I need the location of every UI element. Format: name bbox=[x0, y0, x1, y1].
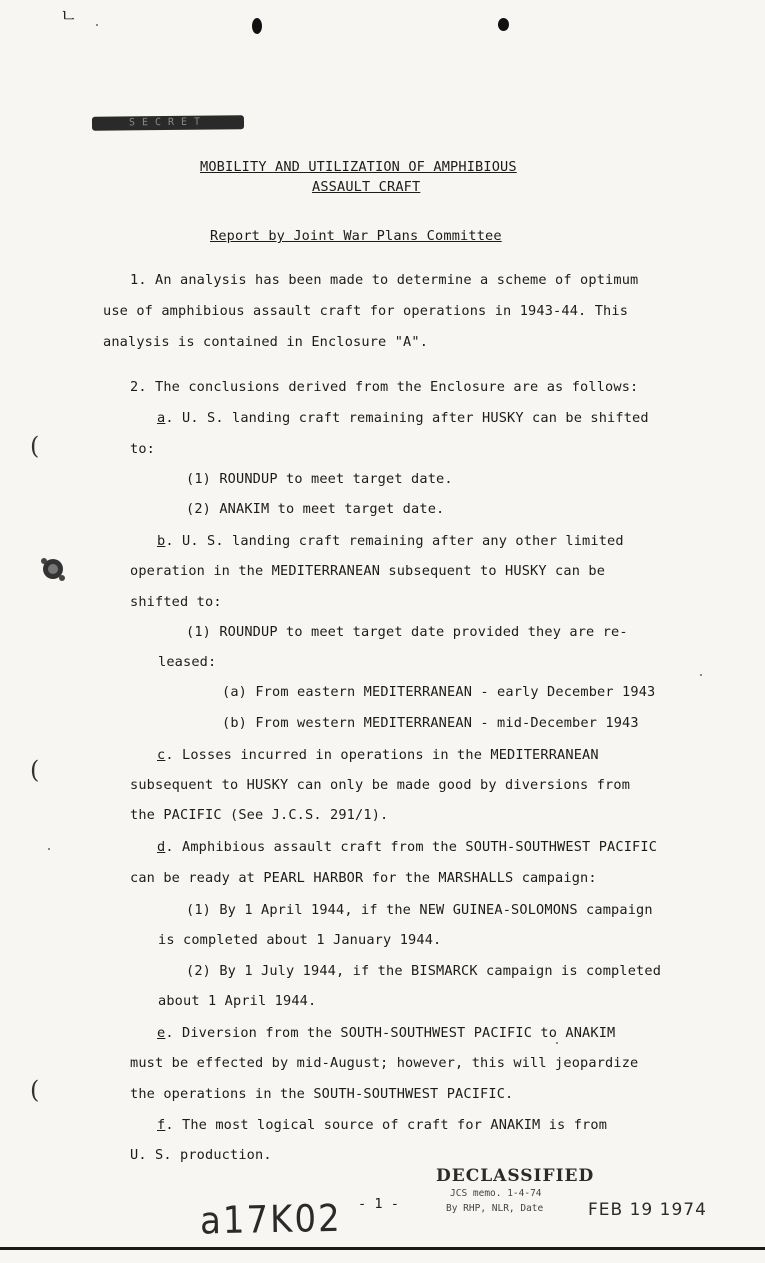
declassified-stamp: DECLASSIFIED bbox=[436, 1166, 595, 1186]
body-line: 2. The conclusions derived from the Enclosure are as follows: bbox=[130, 379, 639, 395]
item-b-line1: b. U. S. landing craft remaining after any other limited bbox=[157, 533, 624, 549]
item-a-marker: a bbox=[157, 410, 166, 426]
body-line: must be effected by mid-August; however, this will jeopardize bbox=[130, 1055, 639, 1071]
body-line: (2) ANAKIM to meet target date. bbox=[186, 501, 445, 517]
declassified-reviewer: By RHP, NLR, Date bbox=[446, 1203, 544, 1214]
body-line: use of amphibious assault craft for operations in 1943-44. This bbox=[103, 303, 629, 319]
corner-mark: ㄴ bbox=[60, 6, 78, 27]
page-number: - 1 - bbox=[358, 1196, 399, 1212]
item-d-marker: d bbox=[157, 839, 166, 855]
body-line: (2) By 1 July 1944, if the BISMARCK campaign is completed bbox=[186, 963, 662, 979]
body-line: (1) By 1 April 1944, if the NEW GUINEA-SOLOMONS campaign bbox=[186, 902, 653, 918]
body-line: (1) ROUNDUP to meet target date. bbox=[186, 471, 453, 487]
handwritten-document-id: a17K02 bbox=[199, 1196, 343, 1244]
ink-blot bbox=[38, 552, 68, 586]
item-b-marker: b bbox=[157, 533, 166, 549]
body-line: 1. An analysis has been made to determine a scheme of optimum bbox=[130, 272, 639, 288]
document-subtitle: Report by Joint War Plans Committee bbox=[210, 228, 502, 244]
paper-speck bbox=[700, 674, 702, 676]
body-line: the PACIFIC (See J.C.S. 291/1). bbox=[130, 807, 389, 823]
body-line: is completed about 1 January 1944. bbox=[158, 932, 442, 948]
margin-mark: ( bbox=[30, 756, 40, 784]
body-line: shifted to: bbox=[130, 594, 222, 610]
item-e-line1: e. Diversion from the SOUTH-SOUTHWEST PACIFIC to ANAKIM bbox=[157, 1025, 616, 1041]
item-f-marker: f bbox=[157, 1117, 166, 1133]
body-line: analysis is contained in Enclosure "A". bbox=[103, 334, 429, 350]
body-line: U. S. production. bbox=[130, 1147, 272, 1163]
item-c-marker: c bbox=[157, 747, 166, 763]
item-c-line1: c. Losses incurred in operations in the MEDITERRANEAN bbox=[157, 747, 599, 763]
declassified-date: FEB 19 1974 bbox=[588, 1200, 707, 1220]
body-line: subsequent to HUSKY can only be made good by diversions from bbox=[130, 777, 631, 793]
paper-speck bbox=[48, 848, 50, 850]
body-line: the operations in the SOUTH-SOUTHWEST PACIFIC. bbox=[130, 1086, 514, 1102]
document-title-line2: ASSAULT CRAFT bbox=[312, 179, 421, 195]
punch-hole-left bbox=[252, 18, 262, 34]
body-line: can be ready at PEARL HARBOR for the MARSHALLS campaign: bbox=[130, 870, 597, 886]
body-line: (1) ROUNDUP to meet target date provided they are re- bbox=[186, 624, 628, 640]
item-e-marker: e bbox=[157, 1025, 166, 1041]
item-d-line1: d. Amphibious assault craft from the SOUTH-SOUTHWEST PACIFIC bbox=[157, 839, 658, 855]
body-line: (b) From western MEDITERRANEAN - mid-December 1943 bbox=[222, 715, 639, 731]
declassified-authority: JCS memo. 1-4-74 bbox=[450, 1188, 542, 1199]
margin-mark: ( bbox=[30, 1076, 40, 1104]
body-line: about 1 April 1944. bbox=[158, 993, 317, 1009]
document-title-line1: MOBILITY AND UTILIZATION OF AMPHIBIOUS bbox=[200, 159, 517, 175]
body-line: to: bbox=[130, 441, 156, 457]
body-line: leased: bbox=[158, 654, 217, 670]
scan-edge bbox=[0, 1247, 765, 1250]
body-line: operation in the MEDITERRANEAN subsequent to HUSKY can be bbox=[130, 563, 606, 579]
paper-speck bbox=[556, 1042, 558, 1044]
body-line: (a) From eastern MEDITERRANEAN - early December 1943 bbox=[222, 684, 656, 700]
margin-mark: ( bbox=[30, 432, 40, 460]
item-f-line1: f. The most logical source of craft for ANAKIM is from bbox=[157, 1117, 608, 1133]
punch-hole-right bbox=[498, 18, 509, 31]
classification-stamp: SECRET bbox=[92, 115, 244, 131]
paper-speck bbox=[96, 24, 98, 26]
item-a-line1: a. U. S. landing craft remaining after HUSKY can be shifted bbox=[157, 410, 649, 426]
